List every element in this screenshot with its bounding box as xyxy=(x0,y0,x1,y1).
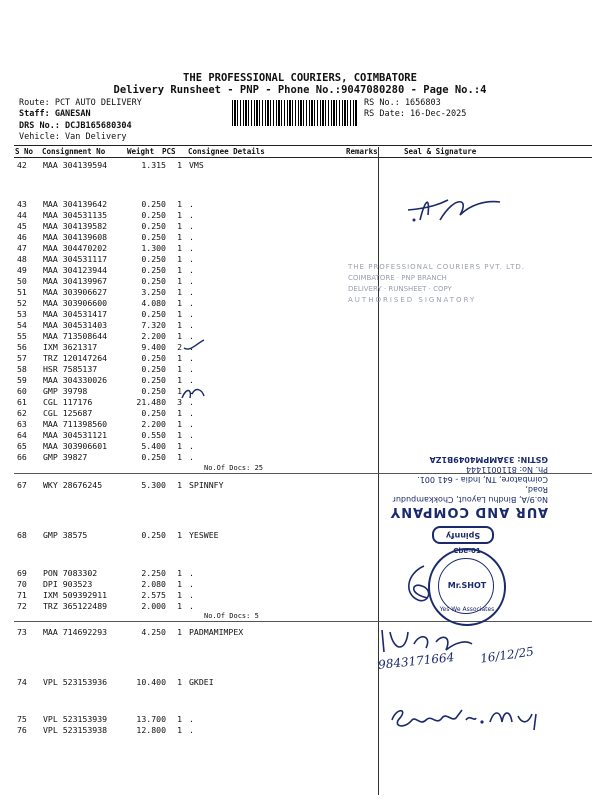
row-pcs: 1 xyxy=(177,419,182,429)
row-pcs: 2 xyxy=(177,342,182,352)
row-cn: WKY 28676245 xyxy=(43,480,103,490)
row-cons: . xyxy=(189,287,194,297)
stamp-phone: Ph. No: 8110011444 xyxy=(466,465,548,474)
row-cn: CGL 125687 xyxy=(43,408,93,418)
col-weight-header: Weight xyxy=(127,147,155,156)
row-pcs: 1 xyxy=(177,601,182,611)
row-wt: 0.250 xyxy=(141,452,166,462)
col-consignee-header: Consignee Details xyxy=(188,147,265,156)
row-cons: YESWEE xyxy=(189,530,219,540)
row-wt: 21.480 xyxy=(136,397,166,407)
row-cons: . xyxy=(189,353,194,363)
row-sno: 64 xyxy=(17,430,27,440)
row-cn: MAA 304139608 xyxy=(43,232,108,242)
row-cons: . xyxy=(189,408,194,418)
row-cn: MAA 304139582 xyxy=(43,221,108,231)
row-sno: 68 xyxy=(17,530,27,540)
row-cons: . xyxy=(189,243,194,253)
row-cn: DPI 903523 xyxy=(43,579,93,589)
row-pcs: 1 xyxy=(177,579,182,589)
row-pcs: 1 xyxy=(177,254,182,264)
row-wt: 0.250 xyxy=(141,364,166,374)
row-wt: 12.800 xyxy=(136,725,166,735)
doc-count-group1: No.Of Docs: 25 xyxy=(204,464,264,472)
faded-stamp-impression: THE PROFESSIONAL COURIERS PVT. LTD. COIMBATORE · PNP BRANCH DELIVERY · RUNSHEET · COPY AUTHORISED SIGNATORY xyxy=(348,263,525,304)
row-sno: 75 xyxy=(17,714,27,724)
row-cons: . xyxy=(189,331,194,341)
row-sno: 65 xyxy=(17,441,27,451)
row-wt: 1.315 xyxy=(141,160,166,170)
row-cons: . xyxy=(189,298,194,308)
row-pcs: 3 xyxy=(177,397,182,407)
row-cons: . xyxy=(189,579,194,589)
row-pcs: 1 xyxy=(177,221,182,231)
row-wt: 0.250 xyxy=(141,408,166,418)
signature-1 xyxy=(400,190,510,234)
row-pcs: 1 xyxy=(177,287,182,297)
row-pcs: 1 xyxy=(177,243,182,253)
row-sno: 70 xyxy=(17,579,27,589)
row-wt: 2.575 xyxy=(141,590,166,600)
row-wt: 0.250 xyxy=(141,254,166,264)
checkmark-60 xyxy=(180,384,206,404)
row-cn: MAA 304531117 xyxy=(43,254,108,264)
row-wt: 0.250 xyxy=(141,530,166,540)
row-cons: . xyxy=(189,320,194,330)
remarks-divider xyxy=(378,147,379,795)
row-sno: 66 xyxy=(17,452,27,462)
row-cn: IXM 3621317 xyxy=(43,342,98,352)
row-pcs: 1 xyxy=(177,320,182,330)
row-sno: 67 xyxy=(17,480,27,490)
row-pcs: 1 xyxy=(177,364,182,374)
row-sno: 42 xyxy=(17,160,27,170)
row-wt: 2.200 xyxy=(141,419,166,429)
row-cn: MAA 713508644 xyxy=(43,331,108,341)
row-sno: 59 xyxy=(17,375,27,385)
row-cn: MAA 304123944 xyxy=(43,265,108,275)
row-sno: 71 xyxy=(17,590,27,600)
row-cons: . xyxy=(189,309,194,319)
row-cn: MAA 304139967 xyxy=(43,276,108,286)
col-consignment-header: Consignment No xyxy=(42,147,106,156)
header-top-rule xyxy=(14,145,592,146)
row-sno: 56 xyxy=(17,342,27,352)
col-sno-header: S No xyxy=(15,147,34,156)
row-pcs: 1 xyxy=(177,199,182,209)
checkmark-56 xyxy=(182,338,206,354)
company-title: THE PROFESSIONAL COURIERS, COIMBATORE xyxy=(183,72,417,84)
row-pcs: 1 xyxy=(177,160,182,170)
row-sno: 62 xyxy=(17,408,27,418)
row-wt: 0.250 xyxy=(141,375,166,385)
row-cn: MAA 304139594 xyxy=(43,160,108,170)
row-wt: 1.300 xyxy=(141,243,166,253)
row-wt: 2.000 xyxy=(141,601,166,611)
row-pcs: 1 xyxy=(177,568,182,578)
row-cn: GMP 39798 xyxy=(43,386,88,396)
drs-number: DRS No.: DCJB165680304 xyxy=(19,121,132,131)
row-cn: IXM 509392911 xyxy=(43,590,108,600)
row-cn: MAA 303906601 xyxy=(43,441,108,451)
row-cons: VMS xyxy=(189,160,204,170)
row-pcs: 1 xyxy=(177,298,182,308)
rs-number: RS No.: 1656803 xyxy=(364,98,441,108)
row-pcs: 1 xyxy=(177,590,182,600)
row-cons: . xyxy=(189,714,194,724)
row-wt: 9.400 xyxy=(141,342,166,352)
row-pcs: 1 xyxy=(177,408,182,418)
row-wt: 7.320 xyxy=(141,320,166,330)
row-sno: 47 xyxy=(17,243,27,253)
row-cn: GMP 38575 xyxy=(43,530,88,540)
row-cons: . xyxy=(189,221,194,231)
row-cn: MAA 303906600 xyxy=(43,298,108,308)
row-wt: 0.250 xyxy=(141,199,166,209)
row-cons: . xyxy=(189,601,194,611)
row-sno: 55 xyxy=(17,331,27,341)
row-sno: 63 xyxy=(17,419,27,429)
row-cn: GMP 39827 xyxy=(43,452,88,462)
row-pcs: 1 xyxy=(177,265,182,275)
stamp-address-2: Coimbatore, TN, India - 641 001. xyxy=(417,475,548,484)
section-rule-2 xyxy=(14,621,592,622)
row-wt: 0.250 xyxy=(141,232,166,242)
row-cons: . xyxy=(189,386,194,396)
row-wt: 0.250 xyxy=(141,276,166,286)
row-wt: 0.250 xyxy=(141,221,166,231)
row-sno: 69 xyxy=(17,568,27,578)
row-wt: 3.250 xyxy=(141,287,166,297)
row-cons: . xyxy=(189,419,194,429)
row-cons: . xyxy=(189,375,194,385)
row-cons: PADMAMIMPEX xyxy=(189,627,244,637)
row-wt: 0.250 xyxy=(141,386,166,396)
row-sno: 45 xyxy=(17,221,27,231)
rs-date: RS Date: 16-Dec-2025 xyxy=(364,109,467,119)
row-cn: MAA 303906627 xyxy=(43,287,108,297)
row-sno: 43 xyxy=(17,199,27,209)
row-wt: 2.250 xyxy=(141,568,166,578)
row-pcs: 1 xyxy=(177,441,182,451)
row-wt: 5.400 xyxy=(141,441,166,451)
signature-4 xyxy=(386,700,556,736)
row-cn: TRZ 365122489 xyxy=(43,601,108,611)
row-sno: 61 xyxy=(17,397,27,407)
row-pcs: 1 xyxy=(177,375,182,385)
row-cons: . xyxy=(189,199,194,209)
row-wt: 2.080 xyxy=(141,579,166,589)
row-wt: 0.550 xyxy=(141,430,166,440)
company-stamp xyxy=(380,454,548,519)
runsheet-subtitle: Delivery Runsheet - PNP - Phone No.:9047080280 - Page No.:4 xyxy=(113,84,487,96)
row-pcs: 1 xyxy=(177,309,182,319)
row-sno: 49 xyxy=(17,265,27,275)
round-seal-ring-text: Yes We Associates xyxy=(439,606,495,613)
row-sno: 57 xyxy=(17,353,27,363)
row-sno: 54 xyxy=(17,320,27,330)
row-wt: 0.250 xyxy=(141,265,166,275)
row-pcs: 1 xyxy=(177,430,182,440)
row-sno: 44 xyxy=(17,210,27,220)
row-pcs: 1 xyxy=(177,232,182,242)
row-wt: 0.250 xyxy=(141,353,166,363)
barcode xyxy=(232,100,358,126)
row-sno: 72 xyxy=(17,601,27,611)
row-cons: . xyxy=(189,397,194,407)
row-pcs: 1 xyxy=(177,677,182,687)
stamp-address-1: No.9/A, Bindhu Layout, Chokkampudur Road, xyxy=(392,485,548,504)
row-wt: 10.400 xyxy=(136,677,166,687)
row-cn: MAA 711398560 xyxy=(43,419,108,429)
row-cons: . xyxy=(189,568,194,578)
signature-2 xyxy=(398,560,438,608)
row-wt: 4.080 xyxy=(141,298,166,308)
col-seal-header: Seal & Signature xyxy=(404,147,477,156)
row-pcs: 1 xyxy=(177,331,182,341)
stamp-company-name: AUR AND COMPANY xyxy=(389,504,548,519)
row-pcs: 1 xyxy=(177,627,182,637)
handwritten-phone: 9843171664 xyxy=(377,650,455,672)
row-cn: MAA 304531121 xyxy=(43,430,108,440)
row-sno: 58 xyxy=(17,364,27,374)
row-cons: . xyxy=(189,232,194,242)
row-cons: GKDEI xyxy=(189,677,214,687)
row-cons: . xyxy=(189,725,194,735)
col-remarks-header: Remarks xyxy=(346,147,378,156)
row-cons: . xyxy=(189,276,194,286)
row-sno: 73 xyxy=(17,627,27,637)
route-label: Route: PCT AUTO DELIVERY xyxy=(19,98,142,108)
row-cons: . xyxy=(189,254,194,264)
row-pcs: 1 xyxy=(177,353,182,363)
row-cn: MAA 304531135 xyxy=(43,210,108,220)
round-seal-top: Cbe-01 xyxy=(453,547,481,555)
row-cn: TRZ 120147264 xyxy=(43,353,108,363)
row-cons: . xyxy=(189,364,194,374)
row-pcs: 1 xyxy=(177,725,182,735)
row-wt: 13.700 xyxy=(136,714,166,724)
row-wt: 5.300 xyxy=(141,480,166,490)
row-cn: MAA 304531403 xyxy=(43,320,108,330)
row-sno: 48 xyxy=(17,254,27,264)
row-cn: HSR 7585137 xyxy=(43,364,98,374)
row-cn: VPL 523153938 xyxy=(43,725,108,735)
row-wt: 0.250 xyxy=(141,309,166,319)
row-cons: . xyxy=(189,590,194,600)
row-cn: MAA 714692293 xyxy=(43,627,108,637)
row-cons: . xyxy=(189,342,194,352)
row-cn: VPL 523153939 xyxy=(43,714,108,724)
row-sno: 74 xyxy=(17,677,27,687)
row-wt: 2.200 xyxy=(141,331,166,341)
row-cn: MAA 304470202 xyxy=(43,243,108,253)
row-cons: . xyxy=(189,452,194,462)
row-pcs: 1 xyxy=(177,210,182,220)
row-cn: PON 7083302 xyxy=(43,568,98,578)
row-sno: 51 xyxy=(17,287,27,297)
row-cons: . xyxy=(189,430,194,440)
row-sno: 53 xyxy=(17,309,27,319)
row-cn: MAA 304330026 xyxy=(43,375,108,385)
row-wt: 0.250 xyxy=(141,210,166,220)
doc-count-group2: No.Of Docs: 5 xyxy=(204,612,259,620)
row-cons: . xyxy=(189,441,194,451)
stamp-gstin: GSTIN: 33AMPM4049B1ZA xyxy=(429,455,548,464)
row-cn: MAA 304531417 xyxy=(43,309,108,319)
row-pcs: 1 xyxy=(177,452,182,462)
row-sno: 50 xyxy=(17,276,27,286)
row-cons: SPINNFY xyxy=(189,480,224,490)
row-cn: CGL 117176 xyxy=(43,397,93,407)
col-pcs-header: PCS xyxy=(162,147,176,156)
row-cons: . xyxy=(189,265,194,275)
handwritten-date: 16/12/25 xyxy=(479,644,535,666)
round-seal-center: Mr.SHOT xyxy=(447,581,487,590)
row-pcs: 1 xyxy=(177,530,182,540)
vehicle-label: Vehicle: Van Delivery xyxy=(19,132,127,142)
row-pcs: 1 xyxy=(177,480,182,490)
round-seal-stamp xyxy=(428,548,506,626)
row-cons: . xyxy=(189,210,194,220)
row-wt: 4.250 xyxy=(141,627,166,637)
row-sno: 52 xyxy=(17,298,27,308)
row-pcs: 1 xyxy=(177,276,182,286)
row-pcs: 1 xyxy=(177,386,182,396)
row-cn: VPL 523153936 xyxy=(43,677,108,687)
row-pcs: 1 xyxy=(177,714,182,724)
row-cn: MAA 304139642 xyxy=(43,199,108,209)
staff-label: Staff: GANESAN xyxy=(19,109,91,119)
row-sno: 60 xyxy=(17,386,27,396)
header-bottom-rule xyxy=(14,157,592,158)
row-sno: 76 xyxy=(17,725,27,735)
brand-oval-stamp: Spinnfy xyxy=(432,526,494,544)
row-sno: 46 xyxy=(17,232,27,242)
